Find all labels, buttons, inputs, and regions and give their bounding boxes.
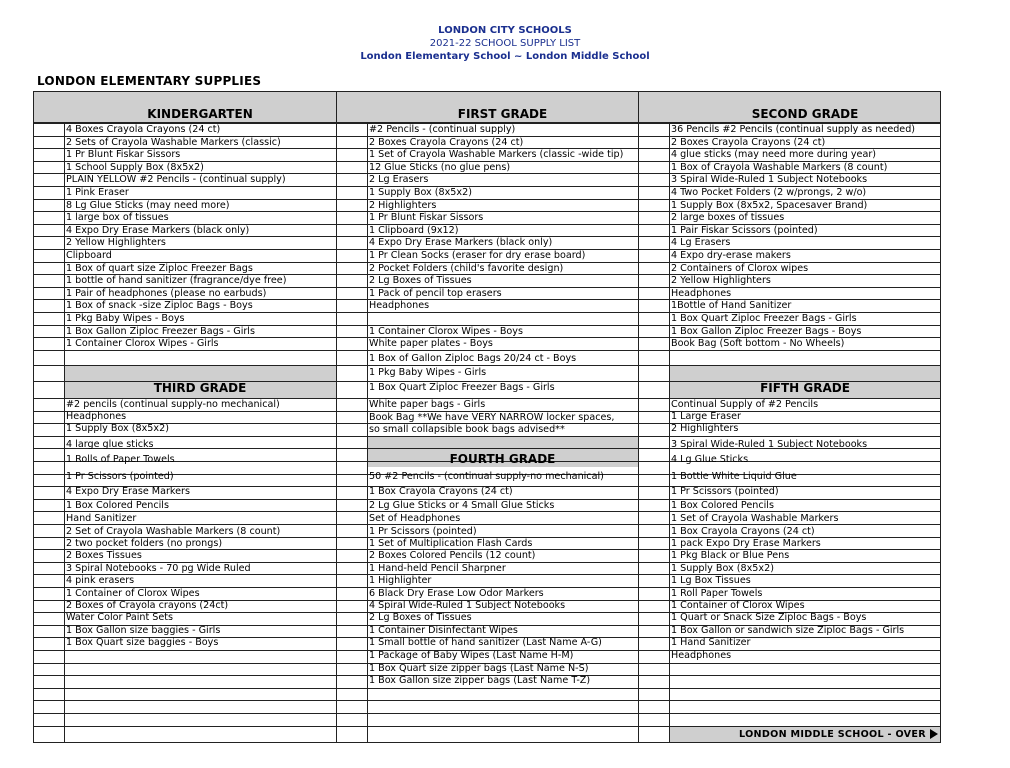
first-grade-item: 1 Box Quart Ziploc Freezer Bags - Girls: [369, 382, 555, 393]
fifth-grade-item: 1 Roll Paper Towels: [671, 588, 763, 599]
third-grade-item: 4 pink erasers: [66, 575, 135, 586]
second-grade-item: 4 glue sticks (may need more during year): [671, 149, 877, 160]
second-grade-item: 2 large boxes of tissues: [671, 212, 785, 223]
kindergarten-item: 1 Box of snack -size Ziploc Bags - Boys: [66, 300, 253, 311]
border-top: [33, 91, 941, 92]
second-grade-item: 1 Supply Box (8x5x2, Spacesaver Brand): [671, 200, 868, 211]
fifth-grade-item: 1 Lg Box Tissues: [671, 575, 751, 586]
first-grade-item: 2 Highlighters: [369, 200, 437, 211]
first-grade-item: 1 Pkg Baby Wipes - Girls: [369, 367, 487, 378]
row-line: [33, 713, 941, 714]
third-grade-item: 1 Rolls of Paper Towels: [66, 454, 175, 465]
third-grade-item: 1 Box Quart size baggies - Boys: [66, 637, 219, 648]
first-grade-item: White paper plates - Boys: [369, 338, 493, 349]
kindergarten-item: 2 Sets of Crayola Washable Markers (classic): [66, 137, 281, 148]
play-arrow-icon: [930, 729, 938, 739]
third-grade-item: 2 two pocket folders (no prongs): [66, 538, 223, 549]
fifth-grade-item: 1 Bottle White Liquid Glue: [671, 471, 797, 482]
fifth-grade-item: 1 Supply Box (8x5x2): [671, 563, 774, 574]
kindergarten-item: 1 Pr Blunt Fiskar Sissors: [66, 149, 181, 160]
first-grade-item: Headphones: [369, 300, 430, 311]
fourth-grade-item: 1 Highlighter: [369, 575, 432, 586]
kindergarten-header: KINDERGARTEN: [147, 107, 253, 121]
fourth-grade-header: FOURTH GRADE: [449, 452, 556, 466]
first-grade-item: 2 Pocket Folders (child's favorite design): [369, 263, 564, 274]
first-grade-item: 1 Pack of pencil top erasers: [369, 288, 502, 299]
border-bottom: [33, 742, 941, 743]
third-grade-item: 4 Expo Dry Erase Markers: [66, 486, 190, 497]
fourth-grade-item: 1 Small bottle of hand sanitizer (Last Name A-G): [369, 637, 602, 648]
fifth-grade-item: 1 Box Crayola Crayons (24 ct): [671, 526, 815, 537]
third-grade-item: Water Color Paint Sets: [66, 612, 174, 623]
kindergarten-item: 2 Yellow Highlighters: [66, 237, 166, 248]
fourth-grade-item: 1 Container Disinfectant Wipes: [369, 625, 518, 636]
fourth-grade-item: 2 Lg Glue Sticks or 4 Small Glue Sticks: [369, 500, 555, 511]
column-line: [336, 91, 337, 743]
third-grade-header: THIRD GRADE: [153, 381, 247, 395]
fifth-grade-item: 1 Box Colored Pencils: [671, 500, 774, 511]
kindergarten-item: 1 School Supply Box (8x5x2): [66, 162, 204, 173]
third-grade-item: 1 Box Gallon size baggies - Girls: [66, 625, 221, 636]
fourth-grade-item: 2 Boxes Colored Pencils (12 count): [369, 550, 536, 561]
kindergarten-item: 1 Pkg Baby Wipes - Boys: [66, 313, 185, 324]
column-line: [638, 91, 639, 743]
first-grade-item: 1 Set of Crayola Washable Markers (classic -wide tip): [369, 149, 624, 160]
row-line: [33, 688, 941, 689]
fourth-grade-item: 4 Spiral Wide-Ruled 1 Subject Notebooks: [369, 600, 566, 611]
fourth-grade-item: 1 Pr Scissors (pointed): [369, 526, 477, 537]
second-grade-item: 2 Yellow Highlighters: [671, 275, 771, 286]
fifth-grade-item: 1 Container of Clorox Wipes: [671, 600, 805, 611]
first-grade-item: Book Bag **We have VERY NARROW locker spaces,: [369, 412, 615, 423]
third-grade-item: #2 pencils (continual supply-no mechanical): [66, 399, 280, 410]
third-grade-item: Headphones: [66, 411, 127, 422]
first-grade-item: 1 Pr Clean Socks (eraser for dry erase board): [369, 250, 586, 261]
second-grade-item: 4 Lg Erasers: [671, 237, 731, 248]
first-grade-item: 1 Pr Blunt Fiskar Sissors: [369, 212, 484, 223]
fifth-grade-item: 1 Pr Scissors (pointed): [671, 486, 779, 497]
row-line: [33, 700, 941, 701]
schools-title: London Elementary School ~ London Middle School: [360, 51, 650, 62]
second-grade-item: 1Bottle of Hand Sanitizer: [671, 300, 792, 311]
third-grade-item: 3 Spiral Notebooks - 70 pg Wide Ruled: [66, 563, 251, 574]
fifth-grade-item: 1 Quart or Snack Size Ziploc Bags - Boys: [671, 612, 867, 623]
fifth-grade-item: 1 Pkg Black or Blue Pens: [671, 550, 790, 561]
fifth-grade-header: FIFTH GRADE: [760, 381, 850, 395]
first-grade-item: 2 Boxes Crayola Crayons (24 ct): [369, 137, 524, 148]
second-grade-header: SECOND GRADE: [751, 107, 859, 121]
kindergarten-item: 1 bottle of hand sanitizer (fragrance/dye free): [66, 275, 287, 286]
kindergarten-item: Clipboard: [66, 250, 112, 261]
third-grade-item: 1 Container of Clorox Wipes: [66, 588, 200, 599]
second-grade-item: 1 Box of Crayola Washable Markers (8 count): [671, 162, 888, 173]
fourth-grade-item: 1 Box Gallon size zipper bags (Last Name T-Z): [369, 675, 591, 686]
second-grade-item: 36 Pencils #2 Pencils (continual supply as needed): [671, 124, 916, 135]
kindergarten-item: 1 large box of tissues: [66, 212, 169, 223]
kindergarten-item: 8 Lg Glue Sticks (may need more): [66, 200, 230, 211]
kindergarten-item: 1 Pair of headphones (please no earbuds): [66, 288, 267, 299]
fourth-grade-item: 1 Box Crayola Crayons (24 ct): [369, 486, 513, 497]
first-grade-item: 1 Clipboard (9x12): [369, 225, 459, 236]
kindergarten-item: 1 Box of quart size Ziploc Freezer Bags: [66, 263, 253, 274]
first-grade-item: 12 Glue Sticks (no glue pens): [369, 162, 511, 173]
second-grade-item: Headphones: [671, 288, 732, 299]
fifth-grade-item: 3 Spiral Wide-Ruled 1 Subject Notebooks: [671, 439, 868, 450]
third-grade-item: 1 Pr Scissors (pointed): [66, 471, 174, 482]
fifth-grade-item: 2 Highlighters: [671, 423, 739, 434]
first-grade-header: FIRST GRADE: [457, 107, 548, 121]
second-grade-item: 2 Containers of Clorox wipes: [671, 263, 809, 274]
third-grade-item: Hand Sanitizer: [66, 513, 137, 524]
first-grade-item: so small collapsible book bags advised**: [369, 424, 565, 435]
second-grade-item: 3 Spiral Wide-Ruled 1 Subject Notebooks: [671, 174, 868, 185]
middle-school-link[interactable]: [739, 729, 938, 740]
fifth-grade-item: 4 Lg Glue Sticks: [671, 454, 749, 465]
second-grade-item: 4 Expo dry-erase makers: [671, 250, 791, 261]
second-grade-item: 1 Box Quart Ziploc Freezer Bags - Girls: [671, 313, 857, 324]
fifth-grade-item: 1 Hand Sanitizer: [671, 637, 751, 648]
first-grade-item: 2 Lg Boxes of Tissues: [369, 275, 472, 286]
row-line: [33, 726, 941, 727]
fifth-grade-item: 1 Large Eraser: [671, 411, 741, 422]
row-line: [33, 350, 941, 351]
second-grade-item: 2 Boxes Crayola Crayons (24 ct): [671, 137, 826, 148]
fifth-grade-item: Headphones: [671, 650, 732, 661]
kindergarten-item: PLAIN YELLOW #2 Pencils - (continual supply): [66, 174, 286, 185]
third-grade-item: 1 Box Colored Pencils: [66, 500, 169, 511]
fourth-grade-item: 1 Set of Multiplication Flash Cards: [369, 538, 533, 549]
fourth-grade-item: 2 Lg Boxes of Tissues: [369, 612, 472, 623]
section-title: LONDON ELEMENTARY SUPPLIES: [37, 74, 262, 88]
fifth-grade-item: 1 Box Gallon or sandwich size Ziploc Bags - Girls: [671, 625, 905, 636]
supply-table: [33, 91, 941, 743]
fifth-grade-item: 1 Set of Crayola Washable Markers: [671, 513, 839, 524]
fifth-grade-item: 1 pack Expo Dry Erase Markers: [671, 538, 821, 549]
third-grade-item: 2 Boxes of Crayola crayons (24ct): [66, 600, 229, 611]
second-grade-item: Book Bag (Soft bottom - No Wheels): [671, 338, 845, 349]
third-grade-item: 4 large glue sticks: [66, 439, 154, 450]
fourth-grade-item: 1 Box Quart size zipper bags (Last Name N-S): [369, 663, 589, 674]
third-grade-item: 1 Supply Box (8x5x2): [66, 423, 169, 434]
first-grade-item: White paper bags - Girls: [369, 399, 486, 410]
second-grade-item: 1 Pair Fiskar Scissors (pointed): [671, 225, 818, 236]
district-title: LONDON CITY SCHOOLS: [438, 25, 572, 36]
kindergarten-item: 1 Container Clorox Wipes - Girls: [66, 338, 219, 349]
fifth-grade-item: Continual Supply of #2 Pencils: [671, 399, 819, 410]
kindergarten-item: 1 Pink Eraser: [66, 187, 129, 198]
fourth-grade-item: 6 Black Dry Erase Low Odor Markers: [369, 588, 544, 599]
row-line: [33, 365, 941, 366]
footer-label: LONDON MIDDLE SCHOOL - OVER: [739, 729, 926, 740]
third-grade-item: 2 Boxes Tissues: [66, 550, 142, 561]
second-grade-item: 4 Two Pocket Folders (2 w/prongs, 2 w/o): [671, 187, 867, 198]
first-grade-item: 4 Expo Dry Erase Markers (black only): [369, 237, 553, 248]
first-grade-item: 1 Supply Box (8x5x2): [369, 187, 472, 198]
first-grade-item: 2 Lg Erasers: [369, 174, 429, 185]
kindergarten-item: 4 Expo Dry Erase Markers (black only): [66, 225, 250, 236]
fourth-grade-item: 1 Package of Baby Wipes (Last Name H-M): [369, 650, 574, 661]
kindergarten-item: 1 Box Gallon Ziploc Freezer Bags - Girls: [66, 326, 255, 337]
first-grade-item: 1 Container Clorox Wipes - Boys: [369, 326, 523, 337]
first-grade-item: #2 Pencils - (continual supply): [369, 124, 516, 135]
third-grade-item: 2 Set of Crayola Washable Markers (8 count): [66, 526, 281, 537]
first-grade-item: 1 Box of Gallon Ziploc Bags 20/24 ct - Boys: [369, 353, 577, 364]
fourth-grade-item: 1 Hand-held Pencil Sharpner: [369, 563, 506, 574]
fourth-grade-item: Set of Headphones: [369, 513, 461, 524]
kindergarten-item: 4 Boxes Crayola Crayons (24 ct): [66, 124, 221, 135]
column-line: [33, 91, 34, 743]
fourth-grade-item: 50 #2 Pencils - (continual supply-no mechanical): [369, 471, 604, 482]
column-line: [940, 91, 941, 743]
second-grade-item: 1 Box Gallon Ziploc Freezer Bags - Boys: [671, 326, 862, 337]
row-line: [33, 436, 941, 437]
list-subtitle: 2021-22 SCHOOL SUPPLY LIST: [429, 38, 581, 49]
